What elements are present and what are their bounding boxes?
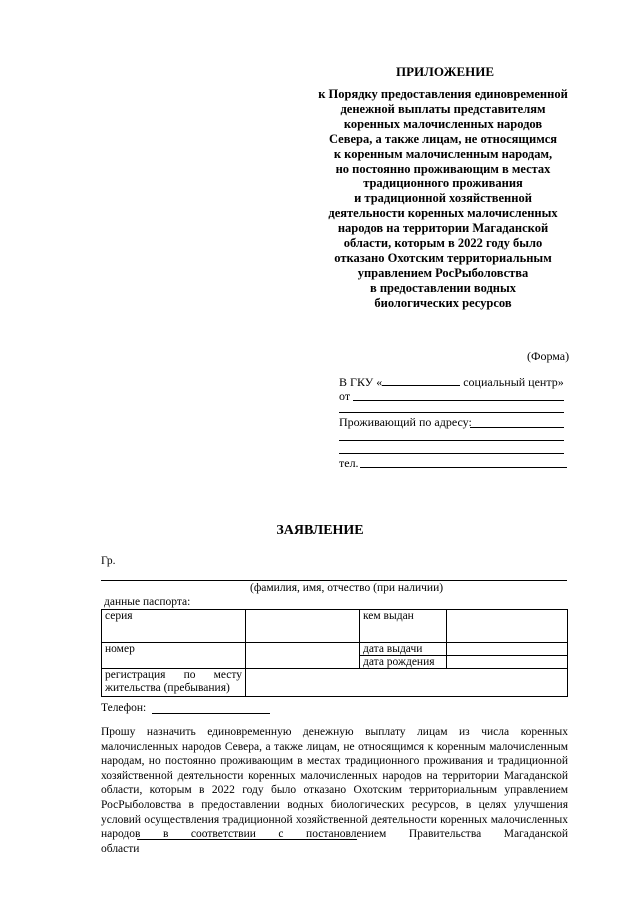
appendix-line: народов на территории Магаданской bbox=[337, 221, 549, 236]
body-line: хозяйственной деятельности коренных малочисленных народов на территории Магаданской bbox=[101, 769, 568, 782]
appendix-line: традиционного проживания bbox=[363, 176, 523, 191]
from-label: от bbox=[339, 389, 351, 403]
from-field-line-1[interactable] bbox=[353, 400, 564, 401]
issue-date-value-cell[interactable] bbox=[447, 643, 568, 656]
address-field-line-2[interactable] bbox=[339, 440, 564, 441]
issued-by-label-cell bbox=[360, 610, 447, 643]
region-field-line[interactable] bbox=[137, 839, 357, 840]
appendix-line: и традиционной хозяйственной bbox=[354, 191, 532, 206]
appendix-line: управлением РосРыболовства bbox=[357, 265, 529, 280]
series-label: серия bbox=[105, 610, 133, 622]
appendix-line: Севера, а также лицам, не относящимся bbox=[328, 131, 558, 146]
appendix-line: денежной выплаты представителям bbox=[340, 101, 546, 116]
appendix-line: но постоянно проживающим в местах bbox=[335, 161, 551, 176]
form-label: (Форма) bbox=[527, 349, 570, 363]
body-line: Прошу назначить единовременную денежную выплату лицам из числа коренных bbox=[101, 726, 568, 738]
registration-word-2: по bbox=[183, 669, 196, 681]
address-field-line-1[interactable] bbox=[470, 427, 564, 428]
citizen-label: Гр. bbox=[101, 555, 116, 567]
appendix-line: деятельности коренных малочисленных bbox=[328, 206, 558, 221]
series-value-cell[interactable] bbox=[246, 610, 360, 643]
appendix-line: области, которым в 2022 году было bbox=[343, 236, 543, 251]
birth-date-label: дата рождения bbox=[363, 656, 435, 668]
issue-date-label-cell bbox=[360, 643, 447, 656]
issued-by-label: кем выдан bbox=[363, 610, 414, 622]
appendix-reference bbox=[315, 87, 571, 311]
residing-label: Проживающий по адресу: bbox=[339, 415, 472, 429]
appendix-line: отказано Охотским территориальным bbox=[334, 250, 552, 265]
phone-field-line[interactable] bbox=[360, 467, 567, 468]
appendix-line: коренных малочисленных народов bbox=[343, 116, 543, 131]
registration-line-2: жительства (пребывания) bbox=[105, 682, 230, 694]
from-field-line-2[interactable] bbox=[339, 412, 564, 413]
appendix-line: в предоставлении водных bbox=[369, 280, 517, 295]
residing-line bbox=[339, 415, 472, 430]
issued-by-value-cell[interactable] bbox=[447, 610, 568, 643]
body-line: малочисленных народов Севера, а также лицам, не относящимся к коренным малочисленным bbox=[101, 740, 568, 753]
body-line: народов в соответствии с постановлением Правительства Магаданской bbox=[101, 828, 568, 841]
body-last-line: области bbox=[101, 842, 140, 855]
body-line: народам, но постоянно проживающим в местах традиционного проживания и традиционной bbox=[101, 755, 568, 768]
registration-label-cell bbox=[102, 669, 246, 697]
appendix-line: биологических ресурсов bbox=[374, 295, 512, 310]
birth-date-label-cell bbox=[360, 656, 447, 669]
passport-label: данные паспорта: bbox=[104, 596, 191, 608]
appendix-line: к коренным малочисленным народам, bbox=[333, 146, 553, 161]
fio-field-line[interactable] bbox=[101, 580, 567, 581]
center-name-field[interactable] bbox=[382, 374, 460, 386]
issue-date-label: дата выдачи bbox=[363, 643, 423, 655]
number-value-cell[interactable] bbox=[246, 643, 360, 669]
applicant-phone-label: Телефон: bbox=[101, 702, 147, 714]
phone-label: тел. bbox=[339, 456, 359, 470]
body-line: области, которым в 2022 году было отказано Охотским территориальным управлением bbox=[101, 784, 568, 797]
body-line: РосРыболовства в предоставлении водных биологических ресурсов, в целях улучшения bbox=[101, 798, 568, 811]
series-label-cell bbox=[102, 610, 246, 643]
registration-value-cell[interactable] bbox=[246, 669, 568, 697]
application-heading: ЗАЯВЛЕНИЕ bbox=[276, 523, 364, 538]
appendix-title: ПРИЛОЖЕНИЕ bbox=[396, 64, 495, 79]
registration-word-1: регистрация bbox=[105, 669, 166, 681]
addressee-to-prefix: В ГКУ « bbox=[339, 375, 383, 389]
fio-caption: (фамилия, имя, отчество (при наличии) bbox=[250, 582, 444, 594]
applicant-phone-field[interactable] bbox=[152, 713, 270, 714]
registration-line-1 bbox=[105, 669, 242, 682]
number-label: номер bbox=[105, 643, 135, 655]
passport-table bbox=[101, 609, 568, 697]
body-line: условий осуществления традиционной хозяйственной деятельности коренных малочисленных bbox=[101, 813, 568, 826]
phone-line bbox=[339, 456, 359, 471]
addressee-to-line bbox=[339, 374, 564, 390]
appendix-line: к Порядку предоставления единовременной bbox=[318, 87, 568, 101]
registration-word-3: месту bbox=[213, 669, 242, 681]
addressee-from-line bbox=[339, 389, 350, 404]
number-label-cell bbox=[102, 643, 246, 669]
address-field-line-3[interactable] bbox=[339, 453, 564, 454]
birth-date-value-cell[interactable] bbox=[447, 656, 568, 669]
addressee-to-suffix: социальный центр» bbox=[460, 375, 564, 389]
application-body bbox=[101, 725, 568, 856]
